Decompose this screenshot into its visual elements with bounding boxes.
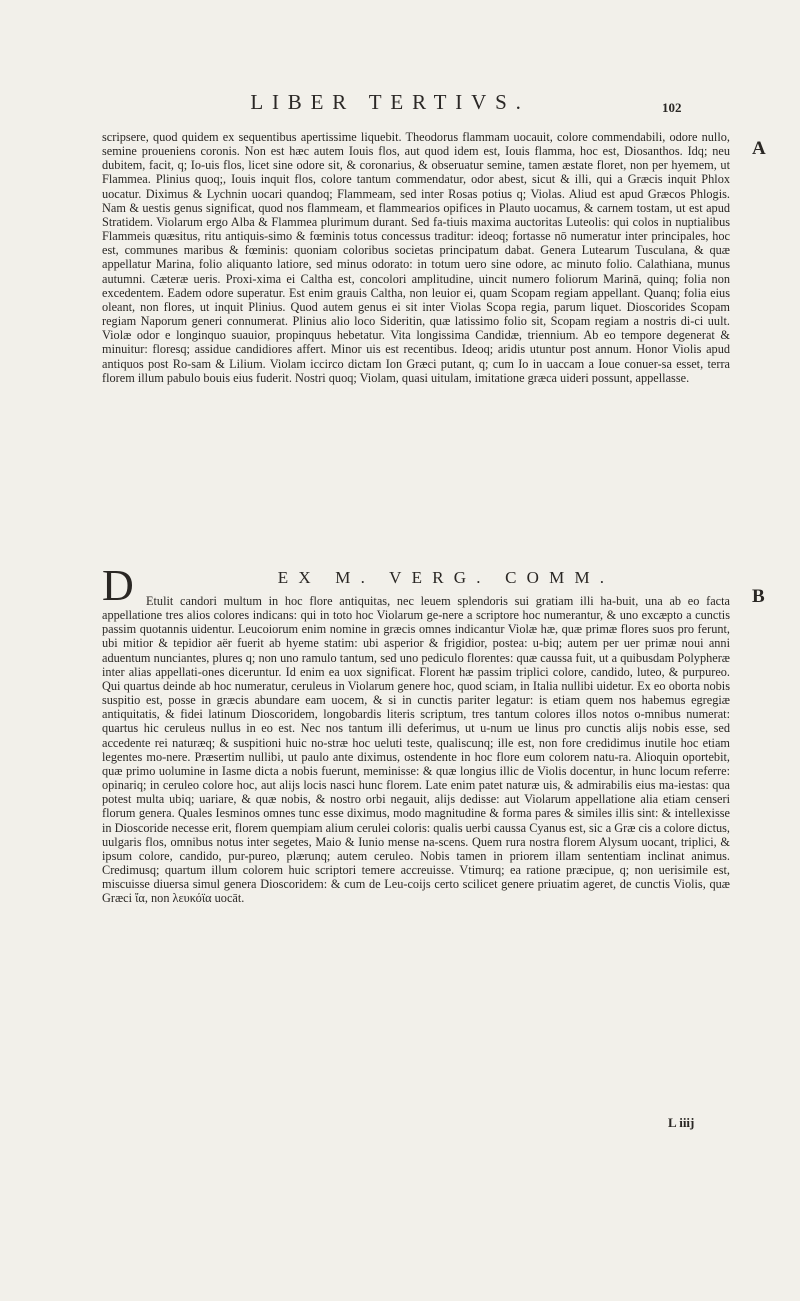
text-block-theodorus: [102, 130, 730, 385]
signature-mark: L iiij: [668, 1115, 695, 1130]
margin-marker-a: A: [752, 138, 766, 159]
drop-initial: D: [102, 561, 134, 610]
section-title: EX M. VERG. COMM.: [277, 568, 615, 587]
margin-marker-b: B: [752, 586, 765, 607]
text-block-commentary: [102, 594, 730, 905]
page-number: 102: [662, 100, 682, 115]
paragraph: scripsere, quod quidem ex sequentibus apertissime liquebit. Theodorus flammam uocauit, colore commendabili, odore nullo, semine proueniens coronis. Non est hæc autem Iouis flos, aut quod idem est, Iouis flamma, hoc est, Diosanthos. Idq; neu dubitem, facit, q; Io-uis flos, licet sine odore sit, & coronarius, & obseruatur semine, tamen æstate floret, non per hyemem, ut Flammea. Plinius quoq;, Iouis inquit flos, colore tantum commendatur, odor abest, sicut & illi, qui a Græcis inquit Phlox uocatur. Diximus & Lychnin uocari quandoq; Flammeam, sed inter Rosas potius q; Violas. Aliud est apud Græcos Phlogis. Nam & uestis genus significat, quod nos flammeam, et flammearios opifices in Plauto uocamus, & carnem tostam, ut est apud Stratidem. Violarum ergo Alba & Flammea plurimum durant. Sed fa-tiuis maxima auctoritas Luteolis: qui colos in nuptialibus Flammeis quæsitus, ritu antiquis-simo & fœminis totus concessus traditur: ideoq; fortasse nō numeratur inter principales, hoc est, communes maribus & fœminis: quoniam coloribus societas principatum dabat. Genera Lutearum Tusculana, & quæ appellatur Marina, folio aliquanto latiore, sed minus odorato: in totum uero sine odore, ac minuto folio. Calathiana, munus autumni. Cæteræ ueris. Proxi-xima ei Caltha est, concolori amplitudine, uincit numero foliorum Marinā, quinq; folia non excedentem. Eadem odore superatur. Est enim grauis Caltha, non leuior ei, quam Scopam regiam appellant. Quanq; folia eius oleant, non flores, ut inquit Plinius. Quod autem genus ei sit inter Violas Scopa regia, parum liquet. Dioscorides Scopam regiam Naporum generi connumerat. Plinius alio loco Sideritin, quæ latissimo folio sit, Scopam regiam a nostris di-ci uult. Violæ odor e longinquo suauior, propinquus hebetatur. Vita longissima Candidæ, triennium. Ab eo tempore degenerat & minuitur: floresq; assidue candidiores affert. Minor uis est recentibus. Ideoq; aridis utuntur post annum. Honor Violis apud antiquos post Ro-sam & Lilium. Violam iccirco dictam Ion Græci putant, q; cum Io in uaccam a Ioue conuer-sa esset, terra florem illum pabulo bouis eius fuderit. Nostri quoq; Violam, quasi uitulam, imitatione græca uideri possunt, appellasse.: [102, 130, 730, 385]
running-head: LIBER TERTIVS.: [250, 90, 530, 114]
paragraph: Etulit candori multum in hoc flore antiquitas, nec leuem splendoris sui gratiam illi ha-buit, una ab eo facta appellatione tres alios colores indicans: qui in toto hoc Violarum ge-nere a scriptore hoc numerantur, & uno excæpto a cunctis passim quotannis uidentur. Leucoiorum enim nomine in græcis omnes indicantur Violæ hæ, quæ primæ flores suos pro ferunt, ubi mitior & tepidior aër fuerit ab hyeme statim: ubi asperior & frigidior, postea: u-biq; autem per uer primæ noui anni aduentum nunciantes, plures q; non uno ramulo tantum, sed uno pediculo florentes: quæ caussa fuit, ut a quibusdam Polypheræ inter alias appellati-ones diceruntur. Id enim ea uox significat. Florent hæ passim triplici colore, candido, luteo, & purpureo. Qui quartus deinde ab hoc numeratur, ceruleus in Violarum genere hoc, quod sciam, in Italia nullibi uidetur. Ex eo oborta nobis suspitio est, posse in græcis abundare eam uocem, & si in cunctis pariter legatur: is etiam quem nos habemus egregiæ antiquitatis, & fidei latinum Dioscoridem, longobardis literis scriptum, tres tantum colores illos notos o-mnibus numerat: quartus hic ceruleus nullus in eo est. Nec nos tantum illi deferimus, ut u-num ue linus pro cunctis alijs nobis esse, sed accedente rei naturæq; & suspitioni huic no-stræ hoc ueluti teste, qualiscunq; ille est, non fore credidimus inutile hoc etiam legentes mo-nere. Præsertim nullibi, ut paulo ante diximus, ostendente in hoc flore eum colorem natu-ra. Alioquin oportebit, quæ primo uolumine in Iasme dicta a nobis fuerunt, meminisse: & quæ longius illic de Violis docentur, in hunc locum referre: opinariq; in ceruleo colore hoc, aut alijs locis nasci hunc florem. Late enim patet naturæ uis, & admirabilis eius ma-iestas: qua potest multa ubiq; uariare, & quæ nobis, & nostro orbi negauit, alijs dedisse: aut Violarum appellatione alia etiam censeri florum genera. Quales Iesminos omnes tunc esse diximus, modo magnitudine & forma pares & similes illis sint: & intellexisse in Dioscoride necesse erit, florem quempiam alium cerulei coloris: qualis uerbi caussa Cyanus est, sic a Græ cis a colore dictus, uulgaris flos, omnibus notus inter segetes, Maio & Iunio mense na-scens. Quem rura nostra florem Alysum uocant, triplici, & ipsum colore, candido, pur-pureo, plærunq; autem ceruleo. Nobis tamen in priorem illam sententiam inclinat animus. Credimusq; quartum illum colorem huic scriptori temere accreuisse. Vtimurq; ea ratione præcipue, q; non uerisimile est, miscuisse diuersa simul genera Dioscoridem: & cum de Leu-coijs certo scilicet genere priuatim ageret, de cunctis Violis, quæ Græci ἴα, non λευκόϊα uocāt.: [102, 594, 730, 906]
